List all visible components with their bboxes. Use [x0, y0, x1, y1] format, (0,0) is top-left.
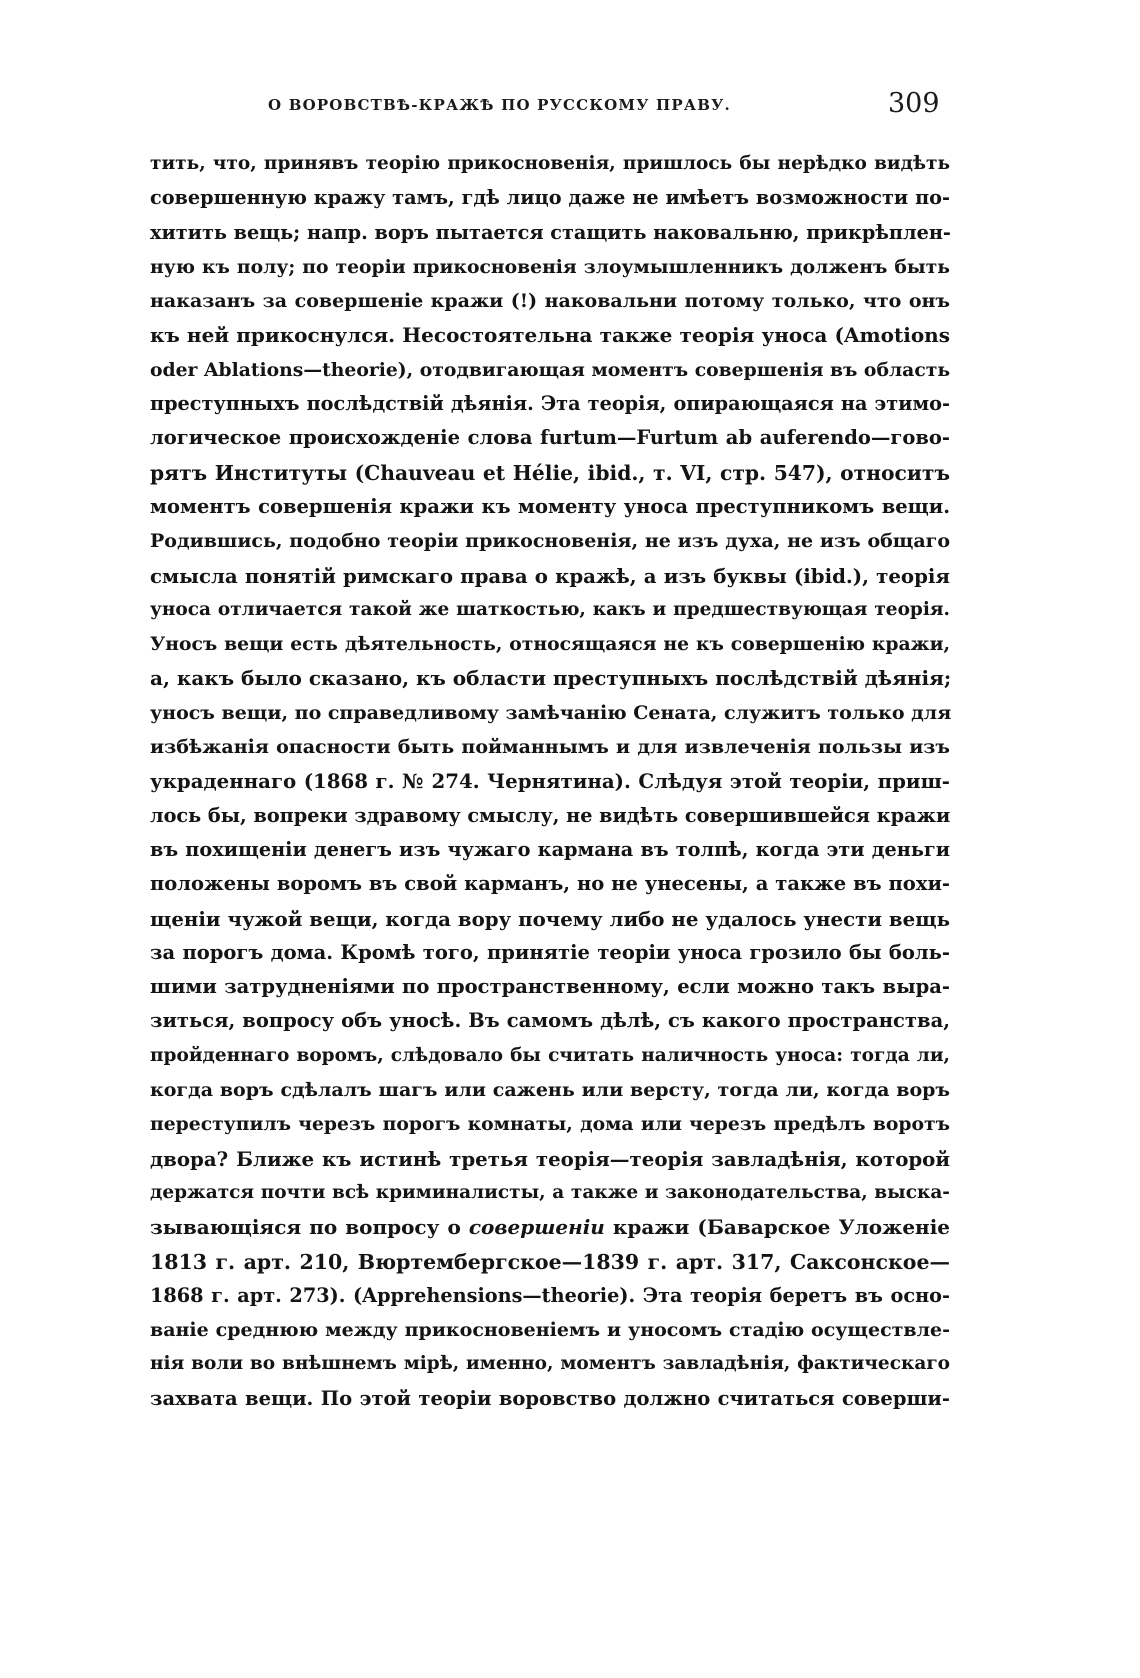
text-line: за порогъ дома. Кромѣ того, принятіе теоріи уноса грозило бы боль- — [150, 940, 950, 964]
text-line: а, какъ было сказано, къ области преступныхъ послѣдствій дѣянія; — [150, 666, 952, 691]
body-text — [150, 147, 950, 1416]
text-line: нія воли во внѣшнемъ мірѣ, именно, моментъ завладѣнія, фактическаго — [150, 1353, 950, 1375]
text-line: 1868 г. арт. 273). (Apprehensions—theorie). Эта теорія беретъ въ осно- — [150, 1283, 950, 1307]
text-line: лось бы, вопреки здравому смыслу, не видѣть совершившейся кражи — [150, 803, 951, 827]
text-line: Уносъ вещи есть дѣятельность, относящаяся не къ совершенію кражи, — [150, 633, 950, 656]
text-line: наказанъ за совершеніе кражи (!) наковальни потому только, что онъ — [150, 290, 950, 313]
page-number: 309 — [888, 88, 940, 119]
text-line: уносъ вещи, по справедливому замѣчанію Сената, служитъ только для — [150, 701, 952, 724]
text-line: логическое происхожденіе слова furtum—Furtum ab auferendo—гово- — [150, 426, 950, 450]
text-line: захвата вещи. По этой теоріи воровство должно считаться соверши- — [150, 1386, 950, 1410]
text-line: держатся почти всѣ криминалисты, а также и законодательства, выска- — [150, 1181, 950, 1203]
text-line: когда воръ сдѣлалъ шагъ или сажень или версту, тогда ли, когда воръ — [150, 1079, 950, 1102]
text-line: смысла понятій римскаго права о кражѣ, а изъ буквы (ibid.), теорія — [150, 563, 950, 588]
text-line: уноса отличается такой же шаткостью, какъ и предшествующая теорія. — [150, 598, 950, 620]
running-header: О ВОРОВСТВѢ-КРАЖѢ ПО РУССКОМУ ПРАВУ. — [268, 96, 731, 114]
text-line: 1813 г. арт. 210, Вюртембергское—1839 г. арт. 317, Саксонское— — [150, 1249, 950, 1274]
text-line: украденнаго (1868 г. № 274. Чернятина). Слѣдуя этой теоріи, приш- — [150, 769, 950, 794]
text-line: Родившись, подобно теоріи прикосновенія, не изъ духа, не изъ общаго — [150, 530, 950, 553]
text-line: къ ней прикоснулся. Несостоятельна также теорія уноса (Amotions — [150, 323, 950, 348]
text-line: хитить вещь; напр. воръ пытается стащить наковальню, прикрѣплен- — [150, 220, 951, 244]
text-line: зиться, вопросу объ уносѣ. Въ самомъ дѣлѣ, съ какого пространства, — [150, 1009, 950, 1033]
text-line: ваніе среднюю между прикосновеніемъ и уносомъ стадію осуществле- — [150, 1319, 950, 1342]
text-line: oder Ablations—theorie), отодвигающая моментъ совершенія въ область — [150, 358, 951, 381]
text-line: совершенную кражу тамъ, гдѣ лицо даже не имѣетъ возможности по- — [150, 186, 950, 210]
text-line: двора? Ближе къ истинѣ третья теорія—теорія завладѣнія, которой — [150, 1146, 950, 1171]
text-line: рятъ Институты (Chauveau et Hélie, ibid., т. VI, стр. 547), относитъ — [150, 460, 950, 485]
italic-term: совершеніи — [468, 1215, 605, 1240]
text-line-with-italic — [150, 1210, 950, 1244]
text-line: въ похищеніи денегъ изъ чужаго кармана въ толпѣ, когда эти деньги — [150, 837, 950, 861]
text-line: шими затрудненіями по пространственному, если можно такъ выра- — [150, 975, 950, 999]
text-line: щеніи чужой вещи, когда вору почему либо не удалось унести вещь — [150, 906, 950, 931]
text-line: тить, что, принявъ теорію прикосновенія, пришлось бы нерѣдко видѣть — [150, 153, 950, 174]
text-line: моментъ совершенія кражи къ моменту уноса преступникомъ вещи. — [150, 494, 950, 518]
text-segment: зывающіяся по вопросу о — [150, 1215, 461, 1240]
text-line: избѣжанія опасности быть пойманнымъ и для извлеченія пользы изъ — [150, 736, 950, 759]
text-line: положены воромъ въ свой карманъ, но не унесены, а также въ похи- — [150, 872, 950, 896]
text-line: ную къ полу; по теоріи прикосновенія злоумышленникъ долженъ быть — [150, 255, 950, 278]
text-line: переступилъ черезъ порогъ комнаты, дома или черезъ предѣлъ воротъ — [150, 1113, 950, 1136]
text-line: преступныхъ послѣдствій дѣянія. Эта теорія, опирающаяся на этимо- — [150, 392, 950, 416]
text-line: пройденнаго воромъ, слѣдовало бы считать наличность уноса: тогда ли, — [150, 1044, 950, 1066]
text-segment: кражи (Баварское Уложеніе — [612, 1215, 951, 1240]
